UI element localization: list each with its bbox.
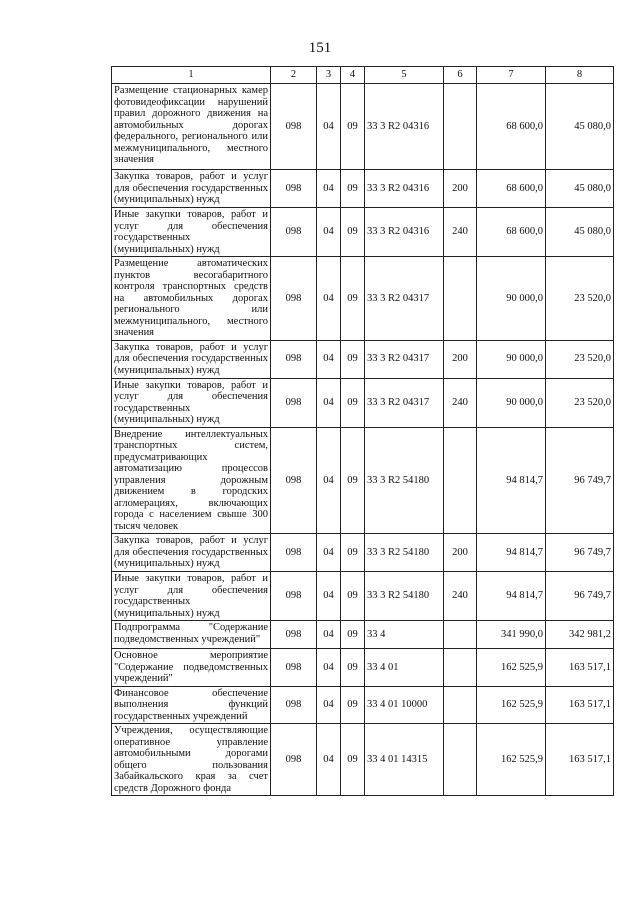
cell-amount-year1: 68 600,0	[477, 170, 546, 208]
cell-amount-year2: 23 520,0	[546, 257, 614, 341]
cell-amount-year1: 90 000,0	[477, 340, 546, 378]
cell-subsection: 09	[341, 724, 365, 796]
budget-table	[111, 66, 614, 796]
cell-section: 04	[317, 724, 341, 796]
cell-amount-year2: 163 517,1	[546, 649, 614, 687]
cell-subsection: 09	[341, 84, 365, 170]
cell-amount-year1: 162 525,9	[477, 724, 546, 796]
cell-admin-code: 098	[271, 340, 317, 378]
cell-amount-year2: 342 981,2	[546, 621, 614, 649]
row-name: Закупка товаров, работ и услуг для обеспечения государственных (муниципальных) нужд	[112, 534, 271, 572]
cell-section: 04	[317, 208, 341, 257]
column-header: 6	[444, 67, 477, 84]
row-name: Основное мероприятие "Содержание подведомственных учреждений"	[112, 649, 271, 687]
cell-expense-type: 200	[444, 534, 477, 572]
table-row	[112, 572, 614, 621]
cell-amount-year1: 68 600,0	[477, 84, 546, 170]
row-name: Закупка товаров, работ и услуг для обеспечения государственных (муниципальных) нужд	[112, 170, 271, 208]
cell-section: 04	[317, 572, 341, 621]
cell-expense-type: 200	[444, 170, 477, 208]
cell-target-article: 33 4	[365, 621, 444, 649]
cell-target-article: 33 3 R2 04316	[365, 170, 444, 208]
cell-subsection: 09	[341, 621, 365, 649]
cell-amount-year2: 45 080,0	[546, 208, 614, 257]
cell-subsection: 09	[341, 378, 365, 427]
row-name: Закупка товаров, работ и услуг для обеспечения государственных (муниципальных) нужд	[112, 340, 271, 378]
table-row	[112, 534, 614, 572]
table-row	[112, 170, 614, 208]
cell-amount-year1: 68 600,0	[477, 208, 546, 257]
cell-amount-year2: 23 520,0	[546, 378, 614, 427]
cell-amount-year2: 163 517,1	[546, 724, 614, 796]
cell-subsection: 09	[341, 257, 365, 341]
table-header-row	[112, 67, 614, 84]
cell-admin-code: 098	[271, 724, 317, 796]
table-row	[112, 724, 614, 796]
cell-subsection: 09	[341, 208, 365, 257]
cell-target-article: 33 3 R2 04317	[365, 378, 444, 427]
cell-amount-year2: 96 749,7	[546, 572, 614, 621]
cell-expense-type	[444, 621, 477, 649]
cell-subsection: 09	[341, 534, 365, 572]
table-row	[112, 427, 614, 534]
cell-target-article: 33 3 R2 54180	[365, 427, 444, 534]
row-name: Внедрение интеллектуальных транспортных систем, предусматривающих автоматизацию процессов управления дорожным движением в городских агломерациях, включающих города с населением свыше 300 тысяч человек	[112, 427, 271, 534]
cell-expense-type	[444, 649, 477, 687]
table-row	[112, 340, 614, 378]
cell-expense-type	[444, 686, 477, 724]
column-header: 8	[546, 67, 614, 84]
table-row	[112, 686, 614, 724]
cell-expense-type	[444, 257, 477, 341]
page-number: 151	[308, 40, 332, 56]
column-header: 1	[112, 67, 271, 84]
cell-amount-year1: 90 000,0	[477, 257, 546, 341]
cell-amount-year1: 162 525,9	[477, 649, 546, 687]
row-name: Размещение автоматических пунктов весогабаритного контроля транспортных средств на автомобильных дорогах регионального или межмуниципального, местного значения	[112, 257, 271, 341]
cell-admin-code: 098	[271, 427, 317, 534]
column-header: 7	[477, 67, 546, 84]
cell-amount-year2: 23 520,0	[546, 340, 614, 378]
cell-admin-code: 098	[271, 534, 317, 572]
cell-amount-year1: 94 814,7	[477, 427, 546, 534]
table-row	[112, 378, 614, 427]
cell-amount-year1: 94 814,7	[477, 534, 546, 572]
cell-expense-type: 240	[444, 378, 477, 427]
table-row	[112, 257, 614, 341]
cell-expense-type: 240	[444, 208, 477, 257]
table-row	[112, 208, 614, 257]
cell-section: 04	[317, 427, 341, 534]
column-header: 3	[317, 67, 341, 84]
row-name: Финансовое обеспечение выполнения функций государственных учреждений	[112, 686, 271, 724]
cell-target-article: 33 3 R2 04316	[365, 208, 444, 257]
cell-admin-code: 098	[271, 208, 317, 257]
cell-subsection: 09	[341, 649, 365, 687]
cell-amount-year2: 96 749,7	[546, 427, 614, 534]
table-row	[112, 84, 614, 170]
table-body	[112, 84, 614, 796]
table-row	[112, 621, 614, 649]
cell-expense-type: 200	[444, 340, 477, 378]
cell-target-article: 33 4 01	[365, 649, 444, 687]
row-name: Подпрограмма "Содержание подведомственных учреждений"	[112, 621, 271, 649]
cell-section: 04	[317, 378, 341, 427]
row-name: Иные закупки товаров, работ и услуг для обеспечения государственных (муниципальных) нужд	[112, 208, 271, 257]
table-row	[112, 649, 614, 687]
cell-amount-year2: 45 080,0	[546, 84, 614, 170]
cell-section: 04	[317, 649, 341, 687]
cell-subsection: 09	[341, 686, 365, 724]
cell-amount-year2: 45 080,0	[546, 170, 614, 208]
cell-amount-year1: 162 525,9	[477, 686, 546, 724]
cell-admin-code: 098	[271, 649, 317, 687]
cell-amount-year2: 163 517,1	[546, 686, 614, 724]
row-name: Размещение стационарных камер фотовидеофиксации нарушений правил дорожного движения на автомобильных дорогах федерального, регионального или межмуниципального, местного значения	[112, 84, 271, 170]
cell-subsection: 09	[341, 427, 365, 534]
cell-admin-code: 098	[271, 378, 317, 427]
cell-expense-type	[444, 427, 477, 534]
row-name: Иные закупки товаров, работ и услуг для обеспечения государственных (муниципальных) нужд	[112, 572, 271, 621]
cell-subsection: 09	[341, 170, 365, 208]
cell-subsection: 09	[341, 340, 365, 378]
cell-section: 04	[317, 257, 341, 341]
cell-admin-code: 098	[271, 84, 317, 170]
cell-target-article: 33 3 R2 04317	[365, 340, 444, 378]
cell-target-article: 33 4 01 14315	[365, 724, 444, 796]
cell-admin-code: 098	[271, 686, 317, 724]
cell-target-article: 33 3 R2 04317	[365, 257, 444, 341]
column-header: 2	[271, 67, 317, 84]
cell-section: 04	[317, 84, 341, 170]
cell-amount-year1: 94 814,7	[477, 572, 546, 621]
cell-expense-type	[444, 84, 477, 170]
cell-admin-code: 098	[271, 621, 317, 649]
cell-section: 04	[317, 534, 341, 572]
cell-expense-type: 240	[444, 572, 477, 621]
column-header: 5	[365, 67, 444, 84]
cell-expense-type	[444, 724, 477, 796]
cell-section: 04	[317, 686, 341, 724]
column-header: 4	[341, 67, 365, 84]
cell-subsection: 09	[341, 572, 365, 621]
cell-amount-year2: 96 749,7	[546, 534, 614, 572]
cell-admin-code: 098	[271, 257, 317, 341]
cell-target-article: 33 3 R2 04316	[365, 84, 444, 170]
cell-section: 04	[317, 340, 341, 378]
cell-section: 04	[317, 170, 341, 208]
cell-section: 04	[317, 621, 341, 649]
row-name: Учреждения, осуществляющие оперативное управление автомобильными дорогами общего пользования Забайкальского края за счет средств Дорожного фонда	[112, 724, 271, 796]
cell-target-article: 33 4 01 10000	[365, 686, 444, 724]
cell-target-article: 33 3 R2 54180	[365, 534, 444, 572]
row-name: Иные закупки товаров, работ и услуг для обеспечения государственных (муниципальных) нужд	[112, 378, 271, 427]
cell-amount-year1: 90 000,0	[477, 378, 546, 427]
cell-amount-year1: 341 990,0	[477, 621, 546, 649]
cell-target-article: 33 3 R2 54180	[365, 572, 444, 621]
cell-admin-code: 098	[271, 170, 317, 208]
cell-admin-code: 098	[271, 572, 317, 621]
